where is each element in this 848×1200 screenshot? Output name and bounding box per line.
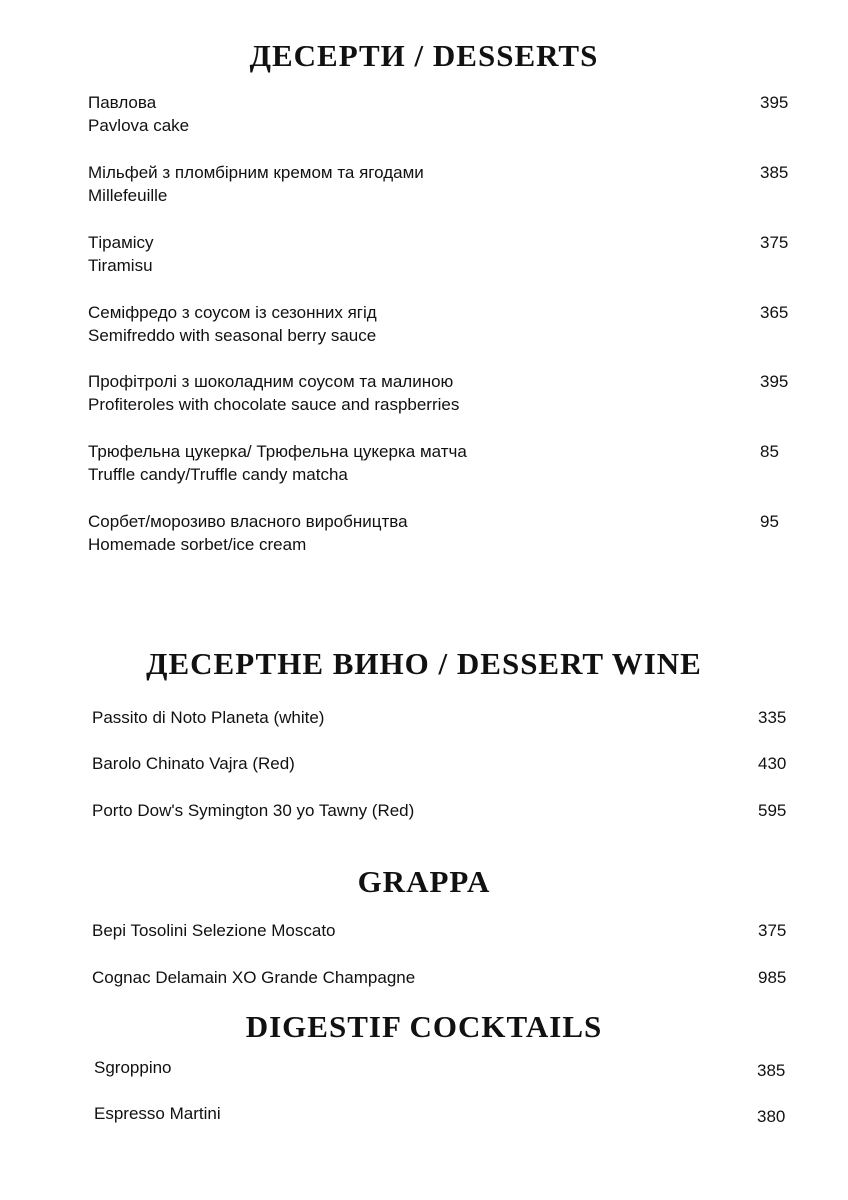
wine-item-price: 335 [758, 708, 787, 727]
wine-item-name: Barolo Chinato Vajra (Red) [92, 754, 295, 773]
grappa-heading: GRAPPA [357, 864, 491, 899]
dessert-name-ua: Сорбет/морозиво власного виробництва [88, 512, 408, 531]
dessert-name-en: Homemade sorbet/ice cream [88, 535, 307, 554]
dessert-name-en: Tiramisu [88, 256, 153, 275]
dessert-name-en: Profiteroles with chocolate sauce and raspberries [88, 395, 460, 414]
desserts-heading: ДЕСЕРТИ / DESSERTS [249, 38, 599, 73]
dessert-price: 395 [760, 93, 789, 112]
grappa-item-name: Cognac Delamain XO Grande Champagne [92, 968, 416, 987]
dessert-name-en: Millefeuille [88, 186, 168, 205]
dessert-wine-heading: ДЕСЕРТНЕ ВИНО / DESSERT WINE [146, 646, 702, 681]
dessert-name-en: Pavlova cake [88, 116, 190, 135]
digestif-heading: DIGESTIF COCKTAILS [245, 1009, 603, 1044]
dessert-name-en: Semifreddo with seasonal berry sauce [88, 326, 377, 345]
wine-item-price: 430 [758, 754, 787, 773]
dessert-name-ua: Трюфельна цукерка/ Трюфельна цукерка матча [88, 442, 467, 461]
dessert-item [88, 370, 459, 416]
dessert-name-ua: Павлова [88, 93, 157, 112]
dessert-item [88, 231, 154, 277]
cocktail-item-name: Espresso Martini [94, 1104, 221, 1123]
cocktail-item-price: 380 [757, 1107, 786, 1126]
dessert-item [88, 161, 424, 207]
dessert-price: 95 [760, 512, 779, 531]
cocktail-item-price: 385 [757, 1061, 786, 1080]
dessert-name-en: Truffle candy/Truffle candy matcha [88, 465, 348, 484]
dessert-price: 385 [760, 163, 789, 182]
wine-item-name: Passito di Noto Planeta (white) [92, 708, 325, 727]
wine-item-price: 595 [758, 801, 787, 820]
cocktail-item-name: Sgroppino [94, 1058, 172, 1077]
grappa-item-price: 985 [758, 968, 787, 987]
dessert-item [88, 440, 467, 486]
dessert-name-ua: Семіфредо з соусом із сезонних ягід [88, 303, 377, 322]
dessert-price: 365 [760, 303, 789, 322]
dessert-name-ua: Профітролі з шоколадним соусом та малиною [88, 372, 454, 391]
dessert-item [88, 91, 189, 137]
grappa-item-name: Bepi Tosolini Selezione Moscato [92, 921, 336, 940]
dessert-price: 85 [760, 442, 779, 461]
grappa-item-price: 375 [758, 921, 787, 940]
dessert-item [88, 510, 408, 556]
dessert-price: 395 [760, 372, 789, 391]
dessert-item [88, 301, 377, 347]
dessert-price: 375 [760, 233, 789, 252]
dessert-name-ua: Тірамісу [88, 233, 154, 252]
dessert-name-ua: Мільфей з пломбірним кремом та ягодами [88, 163, 424, 182]
wine-item-name: Porto Dow's Symington 30 yo Tawny (Red) [92, 801, 415, 820]
